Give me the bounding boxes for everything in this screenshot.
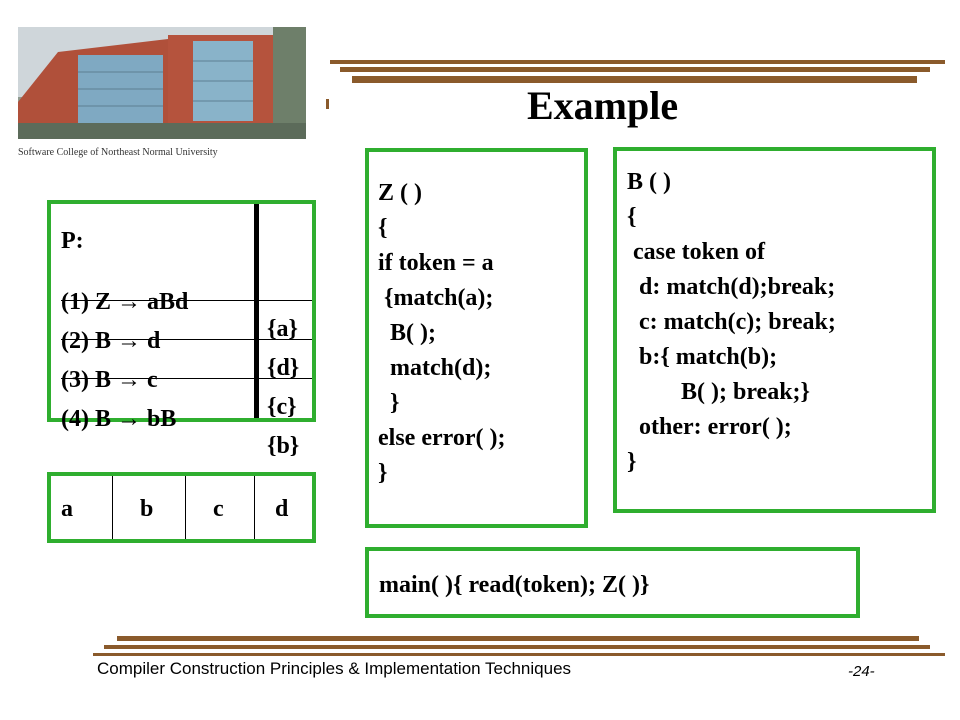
procedure-b-box (613, 147, 936, 513)
header-bar-mid (340, 67, 930, 72)
procedure-z-box (365, 148, 588, 528)
footer-bar-mid (104, 645, 930, 649)
footer-course: Compiler Construction Principles & Implementation Techniques (97, 659, 572, 678)
footer-bar-top (117, 636, 919, 641)
main-box (365, 547, 860, 618)
building-photo (18, 27, 306, 139)
token-box (47, 472, 316, 543)
first-set: {b} (267, 433, 300, 459)
token-cell: b (140, 496, 154, 522)
procedure-z-code: Z ( ) { if token = a {match(a); B( ); match(d); } else error( ); } (378, 180, 506, 486)
production-row (61, 379, 312, 459)
production-rule: (4) B → bB (61, 406, 177, 432)
footer-bar-low (93, 653, 945, 656)
page-number: -24- (848, 663, 875, 680)
grammar-label: P: (61, 228, 84, 254)
header-bar-top (330, 60, 945, 64)
token-divider (112, 476, 113, 539)
token-cell: c (213, 496, 224, 522)
production-rule: (1) Z → aBd (61, 289, 189, 315)
main-code: main( ){ read(token); Z( )} (379, 572, 650, 598)
production-rule: (3) B → c (61, 367, 158, 393)
token-divider (185, 476, 186, 539)
token-cell: d (275, 496, 289, 522)
slide-title: Example (527, 83, 679, 128)
first-set: {d} (267, 355, 300, 381)
token-cell: a (61, 496, 73, 522)
procedure-b-code: B ( ) { case token of d: match(d);break; c: match(c); break; b:{ match(b); B( ); break;} other: error( ); } (627, 169, 836, 475)
production-rule: (2) B → d (61, 328, 161, 354)
grammar-box (47, 200, 316, 459)
header-bar-tick (326, 99, 329, 109)
token-divider (254, 476, 255, 539)
college-name: Software College of Northeast Normal University (18, 147, 218, 158)
first-set: {c} (267, 394, 297, 420)
first-set: {a} (267, 316, 298, 342)
